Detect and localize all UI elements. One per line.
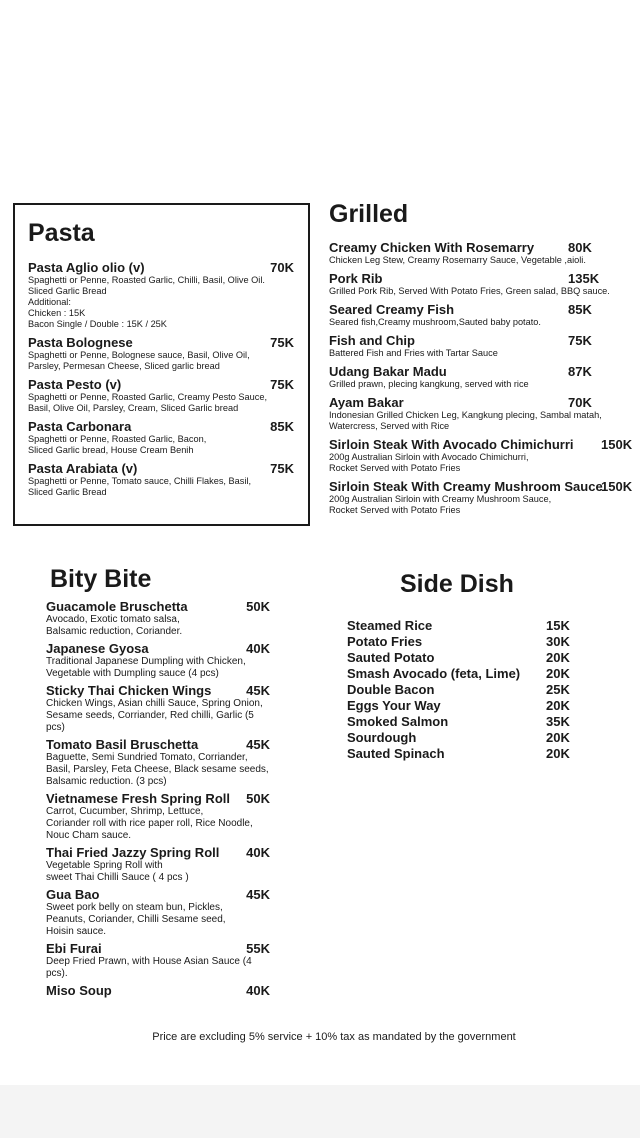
- description-line: Balsamic reduction, Coriander.: [46, 626, 183, 637]
- description-line: Peanuts, Coriander, Chilli Sesame seed,: [46, 914, 226, 925]
- menu-item: [46, 684, 270, 734]
- menu-item-description: [46, 860, 270, 884]
- description-line: Bacon Single / Double : 15K / 25K: [28, 319, 167, 329]
- menu-item-name: Eggs Your Way: [347, 698, 441, 713]
- description-line: Seared fish,Creamy mushroom,Sauted baby potato.: [329, 317, 541, 327]
- menu-item-name: Thai Fried Jazzy Spring Roll: [46, 845, 220, 860]
- menu-item: [329, 334, 634, 359]
- menu-item: [329, 438, 634, 474]
- description-line: Grilled Pork Rib, Served With Potato Fries, Green salad, BBQ sauce.: [329, 286, 610, 296]
- description-line: Balsamic reduction. (3 pcs): [46, 776, 167, 787]
- menu-item: [46, 846, 270, 884]
- menu-item-name: Pork Rib: [329, 271, 383, 286]
- menu-item-description: [28, 392, 294, 414]
- menu-item-price: 20K: [546, 666, 570, 681]
- menu-item-price: 85K: [568, 302, 592, 317]
- description-line: Spaghetti or Penne, Bolognese sauce, Basil, Olive Oil,: [28, 350, 250, 360]
- menu-item-name: Sirloin Steak With Creamy Mushroom Sauce: [329, 479, 603, 494]
- menu-item-price: 20K: [546, 698, 570, 713]
- menu-item-name: Ebi Furai: [46, 941, 102, 956]
- bottom-bar: [0, 1085, 640, 1138]
- pasta-title: Pasta: [28, 219, 95, 247]
- description-line: Vegetable with Dumpling sauce (4 pcs): [46, 668, 219, 679]
- menu-item: [28, 378, 294, 414]
- side-dish-row: [347, 682, 577, 698]
- description-line: 200g Australian Sirloin with Avocado Chimichurri,: [329, 452, 529, 462]
- menu-item: [28, 336, 294, 372]
- description-line: Sliced Garlic Bread: [28, 487, 107, 497]
- description-line: Avocado, Exotic tomato salsa,: [46, 614, 180, 625]
- menu-item: [329, 241, 634, 266]
- menu-item-name: Steamed Rice: [347, 618, 433, 633]
- menu-item-description: [329, 494, 634, 516]
- menu-item-price: 80K: [568, 240, 592, 255]
- menu-item-price: 45K: [246, 887, 270, 902]
- description-line: Spaghetti or Penne, Roasted Garlic, Chilli, Basil, Olive Oil.: [28, 275, 265, 285]
- description-line: Basil, Olive Oil, Parsley, Cream, Sliced Garlic bread: [28, 403, 239, 413]
- menu-item-description: [28, 434, 294, 456]
- menu-item-price: 30K: [546, 634, 570, 649]
- menu-item-name: Pasta Carbonara: [28, 419, 132, 434]
- description-line: Traditional Japanese Dumpling with Chicken,: [46, 656, 246, 667]
- menu-item-price: 20K: [546, 730, 570, 745]
- description-line: Watercress, Served with Rice: [329, 421, 450, 431]
- menu-item: [329, 303, 634, 328]
- menu-item: [329, 480, 634, 516]
- description-line: Sweet pork belly on steam bun, Pickles,: [46, 902, 223, 913]
- side-dish-row: [347, 714, 577, 730]
- grilled-section: [329, 200, 634, 522]
- menu-item-name: Tomato Basil Bruschetta: [46, 737, 199, 752]
- description-line: Vegetable Spring Roll with: [46, 860, 163, 871]
- menu-item: [329, 272, 634, 297]
- description-line: Chicken Leg Stew, Creamy Rosemarry Sauce, Vegetable ,aioli.: [329, 255, 586, 265]
- menu-item-name: Smash Avocado (feta, Lime): [347, 666, 521, 681]
- menu-item-price: 35K: [546, 714, 570, 729]
- menu-item-description: [329, 255, 634, 266]
- menu-item-price: 55K: [246, 941, 270, 956]
- description-line: Nouc Cham sauce.: [46, 830, 132, 841]
- menu-item-description: [329, 452, 634, 474]
- description-line: Basil, Parsley, Feta Cheese, Black sesame seeds,: [46, 764, 269, 775]
- menu-item-name: Potato Fries: [347, 634, 423, 649]
- menu-item: [329, 396, 634, 432]
- description-line: Chicken Wings, Asian chilli Sauce, Spring Onion,: [46, 698, 263, 709]
- menu-item-description: [46, 902, 270, 938]
- side-dish-row: [347, 666, 577, 682]
- menu-item-price: 20K: [546, 650, 570, 665]
- menu-item: [329, 365, 634, 390]
- description-line: sweet Thai Chilli Sauce ( 4 pcs ): [46, 872, 189, 883]
- menu-item: [46, 792, 270, 842]
- side-dish-row: [347, 634, 577, 650]
- menu-item: [46, 642, 270, 680]
- description-line: Battered Fish and Fries with Tartar Sauce: [329, 348, 498, 358]
- menu-item-price: 45K: [246, 737, 270, 752]
- side-dish-row: [347, 730, 577, 746]
- menu-item-name: Ayam Bakar: [329, 395, 404, 410]
- menu-item-price: 135K: [568, 271, 600, 286]
- menu-item: [46, 600, 270, 638]
- menu-item-name: Sauted Spinach: [347, 746, 445, 761]
- description-line: Additional:: [28, 297, 71, 307]
- menu-item-description: [329, 348, 634, 359]
- side-dish-row: [347, 618, 577, 634]
- description-line: Sliced Garlic Bread: [28, 286, 107, 296]
- description-line: Parsley, Permesan Cheese, Sliced garlic bread: [28, 361, 220, 371]
- menu-item-price: 70K: [568, 395, 592, 410]
- menu-item-name: Pasta Aglio olio (v): [28, 260, 145, 275]
- menu-item-description: [28, 476, 294, 498]
- menu-item-description: [46, 656, 270, 680]
- description-line: Chicken : 15K: [28, 308, 86, 318]
- menu-item-price: 40K: [246, 845, 270, 860]
- menu-item-name: Guacamole Bruschetta: [46, 599, 188, 614]
- bity-bite-items: [46, 600, 286, 998]
- menu-item-name: Pasta Arabiata (v): [28, 461, 138, 476]
- grilled-title: Grilled: [329, 200, 409, 228]
- menu-item: [46, 984, 270, 998]
- menu-item-price: 75K: [270, 461, 294, 476]
- menu-item-description: [46, 614, 270, 638]
- menu-item-name: Creamy Chicken With Rosemarry: [329, 240, 535, 255]
- menu-item-name: Smoked Salmon: [347, 714, 449, 729]
- menu-item-description: [329, 317, 634, 328]
- menu-item: [46, 888, 270, 938]
- description-line: Deep Fried Prawn, with House Asian Sauce (4 pcs).: [46, 956, 252, 979]
- menu-item-name: Japanese Gyosa: [46, 641, 149, 656]
- menu-item: [28, 261, 294, 330]
- menu-item-price: 75K: [270, 377, 294, 392]
- menu-item-price: 50K: [246, 791, 270, 806]
- description-line: Sliced Garlic bread, House Cream Benih: [28, 445, 194, 455]
- menu-item-name: Sirloin Steak With Avocado Chimichurri: [329, 437, 574, 452]
- description-line: 200g Australian Sirloin with Creamy Mushroom Sauce,: [329, 494, 552, 504]
- description-line: Sesame seeds, Corriander, Red chilli, Garlic (5 pcs): [46, 710, 254, 733]
- menu-item-description: [46, 806, 270, 842]
- menu-item-name: Sauted Potato: [347, 650, 435, 665]
- description-line: Grilled prawn, plecing kangkung, served with rice: [329, 379, 529, 389]
- pasta-items: [28, 261, 308, 498]
- menu-item-price: 87K: [568, 364, 592, 379]
- menu-item-name: Pasta Bolognese: [28, 335, 133, 350]
- side-dish-items: [347, 618, 577, 762]
- menu-item-name: Fish and Chip: [329, 333, 415, 348]
- menu-item-description: [46, 698, 270, 734]
- description-line: Baguette, Semi Sundried Tomato, Corriander,: [46, 752, 248, 763]
- side-dish-title: Side Dish: [400, 570, 514, 598]
- menu-item-description: [46, 956, 270, 980]
- description-line: Rocket Served with Potato Fries: [329, 505, 461, 515]
- description-line: Spaghetti or Penne, Tomato sauce, Chilli Flakes, Basil,: [28, 476, 251, 486]
- menu-item-description: [329, 410, 634, 432]
- menu-item-price: 150K: [601, 437, 633, 452]
- description-line: Indonesian Grilled Chicken Leg, Kangkung plecing, Sambal matah,: [329, 410, 602, 420]
- menu-item-description: [329, 286, 634, 297]
- menu-item-price: 85K: [270, 419, 294, 434]
- menu-item-name: Sticky Thai Chicken Wings: [46, 683, 212, 698]
- description-line: Spaghetti or Penne, Roasted Garlic, Bacon,: [28, 434, 207, 444]
- description-line: Coriander roll with rice paper roll, Rice Noodle,: [46, 818, 253, 829]
- menu-item-description: [28, 350, 294, 372]
- menu-item-price: 25K: [546, 682, 570, 697]
- menu-item-name: Udang Bakar Madu: [329, 364, 447, 379]
- menu-item-description: [28, 275, 294, 330]
- menu-item-description: [46, 752, 270, 788]
- description-line: Rocket Served with Potato Fries: [329, 463, 461, 473]
- bity-bite-section: [46, 565, 286, 1002]
- menu-item-price: 75K: [270, 335, 294, 350]
- menu-item-name: Pasta Pesto (v): [28, 377, 122, 392]
- side-dish-section: [347, 570, 577, 762]
- description-line: Spaghetti or Penne, Roasted Garlic, Creamy Pesto Sauce,: [28, 392, 268, 402]
- grilled-items: [329, 241, 634, 516]
- menu-item-name: Gua Bao: [46, 887, 100, 902]
- menu-item-price: 15K: [546, 618, 570, 633]
- side-dish-row: [347, 698, 577, 714]
- menu-item-price: 150K: [601, 479, 633, 494]
- description-line: Carrot, Cucumber, Shrimp, Lettuce,: [46, 806, 204, 817]
- menu-item: [28, 462, 294, 498]
- description-line: Hoisin sauce.: [46, 926, 107, 937]
- menu-item-name: Sourdough: [347, 730, 417, 745]
- menu-item-price: 40K: [246, 983, 270, 998]
- menu-item-price: 40K: [246, 641, 270, 656]
- menu-item-name: Double Bacon: [347, 682, 435, 697]
- menu-item-name: Vietnamese Fresh Spring Roll: [46, 791, 230, 806]
- menu-item-price: 20K: [546, 746, 570, 761]
- menu-item-name: Miso Soup: [46, 983, 112, 998]
- price-disclaimer: Price are excluding 5% service + 10% tax as mandated by the government: [152, 1031, 516, 1043]
- menu-item-name: Seared Creamy Fish: [329, 302, 455, 317]
- menu-item-description: [329, 379, 634, 390]
- menu-item-price: 70K: [270, 260, 294, 275]
- menu-item: [46, 942, 270, 980]
- menu-item-price: 50K: [246, 599, 270, 614]
- menu-item: [46, 738, 270, 788]
- menu-item: [28, 420, 294, 456]
- side-dish-row: [347, 650, 577, 666]
- bity-bite-title: Bity Bite: [50, 565, 152, 593]
- menu-item-price: 45K: [246, 683, 270, 698]
- side-dish-row: [347, 746, 577, 762]
- menu-item-price: 75K: [568, 333, 592, 348]
- pasta-section: [13, 203, 310, 526]
